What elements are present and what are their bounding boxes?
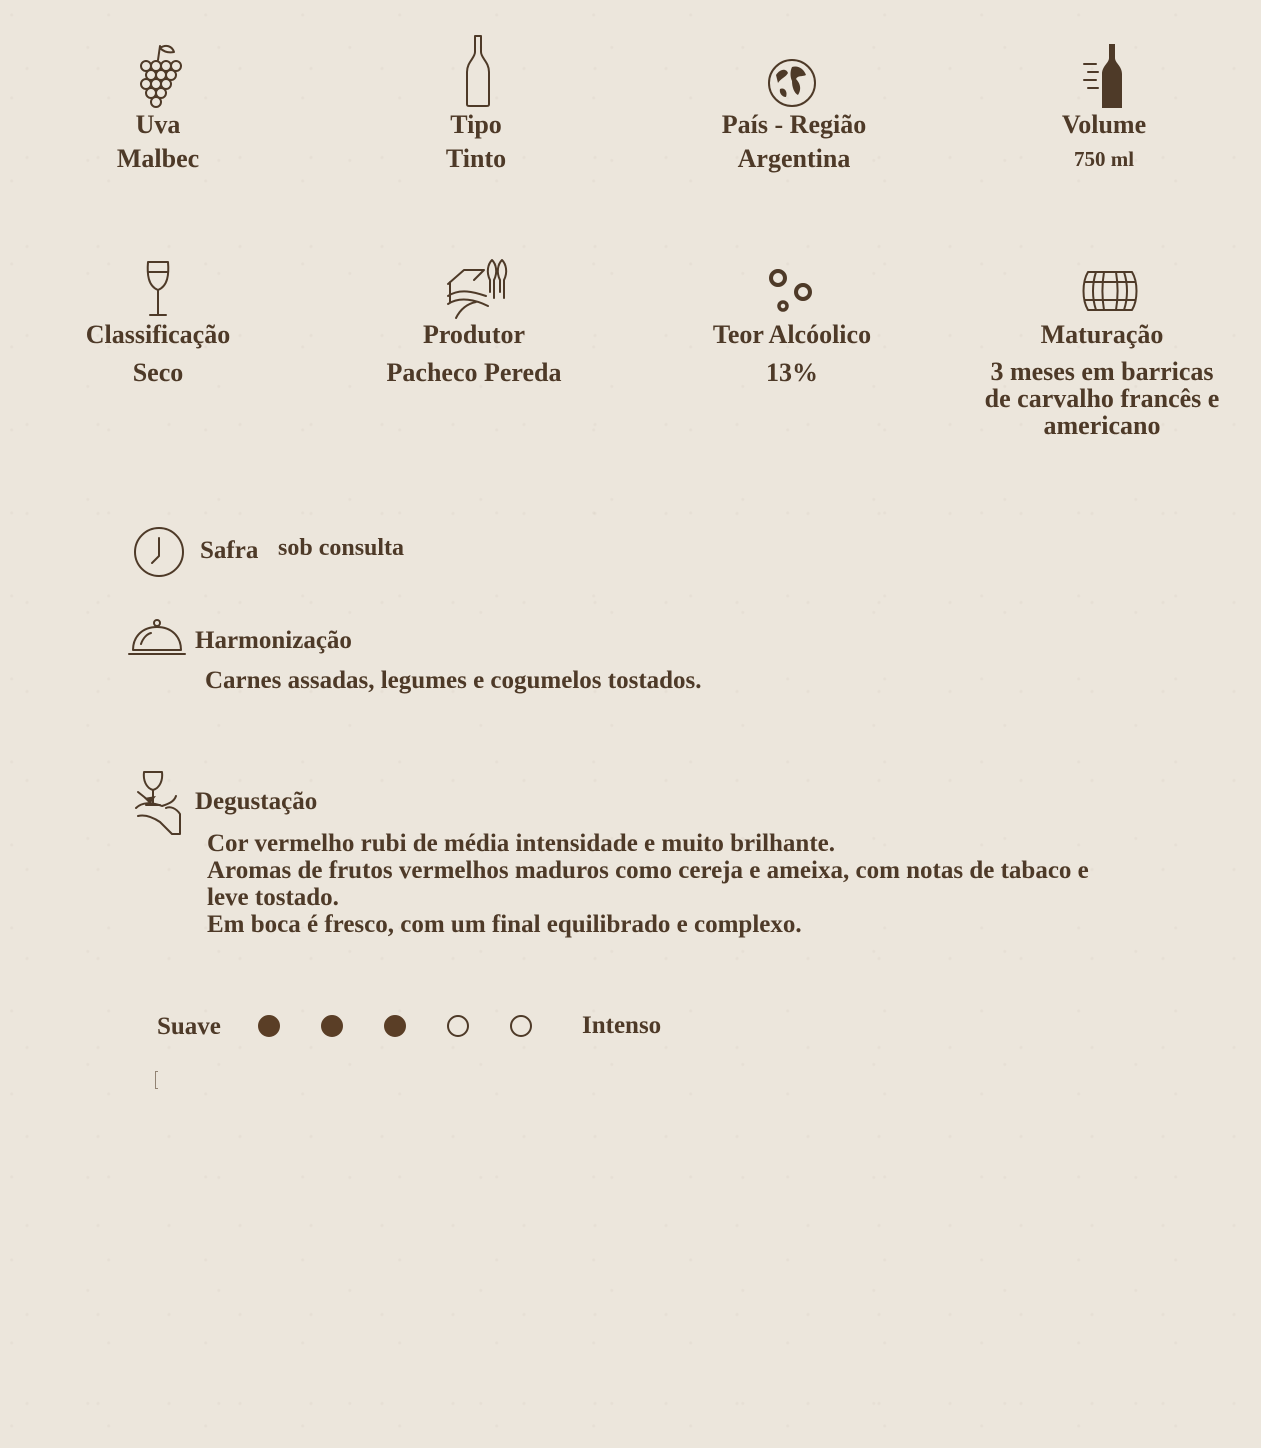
- vineyard-icon: [446, 258, 512, 322]
- spec-country: [644, 108, 944, 176]
- tasting-line: Em boca é fresco, com um final equilibrado e complexo.: [207, 911, 802, 938]
- wine-glass-icon: [144, 260, 172, 318]
- spec-label: Classificação: [85, 320, 231, 349]
- spec-value: Argentina: [737, 144, 851, 173]
- intensity-dot-filled: [321, 1015, 343, 1037]
- spec-classification: [8, 318, 308, 390]
- spec-aging: [952, 318, 1252, 439]
- intensity-dot-filled: [384, 1015, 406, 1037]
- spec-volume: [954, 108, 1254, 176]
- tasting-line: leve tostado.: [207, 884, 339, 911]
- intensity-max-label: Intenso: [582, 1012, 662, 1039]
- spec-value: Tinto: [445, 144, 507, 173]
- spec-label: Tipo: [450, 110, 502, 139]
- spec-value: Malbec: [116, 144, 200, 173]
- tasting-line: Aromas de frutos vermelhos maduros como cereja e ameixa, com notas de tabaco e: [207, 857, 1089, 884]
- aging-line: de carvalho francês e: [984, 384, 1220, 413]
- spec-value: [952, 358, 1252, 439]
- harmonization-text: Carnes assadas, legumes e cogumelos tostados.: [205, 667, 702, 694]
- bottle-filled-icon: [1082, 42, 1126, 110]
- tasting-icon: [132, 768, 184, 836]
- spec-type: [326, 108, 626, 176]
- tasting-text: [207, 830, 1137, 938]
- spec-value: 750 ml: [1073, 147, 1135, 171]
- grape-icon: [136, 42, 184, 110]
- intensity-dot-empty: [510, 1015, 532, 1037]
- barrel-icon: [1080, 268, 1140, 314]
- spec-label: Maturação: [1040, 320, 1164, 349]
- clock-icon: [132, 525, 186, 579]
- safra-value: sob consulta: [278, 535, 405, 561]
- aging-line: americano: [1043, 411, 1161, 440]
- spec-alcohol: [642, 318, 942, 390]
- spec-grape: [8, 108, 308, 176]
- globe-icon: [766, 57, 818, 109]
- spec-value: 13%: [766, 358, 818, 387]
- intensity-dot-filled: [258, 1015, 280, 1037]
- bubbles-icon: [768, 268, 816, 314]
- safra-label: Safra: [200, 537, 259, 564]
- spec-label: País - Região: [721, 110, 867, 139]
- cloche-icon: [127, 618, 187, 658]
- spec-value: Pacheco Pereda: [386, 358, 562, 387]
- spec-producer: [324, 318, 624, 390]
- spec-label: Volume: [1061, 110, 1147, 139]
- spec-value: Seco: [132, 358, 184, 387]
- bottle-outline-icon: [464, 34, 492, 108]
- intensity-dot-empty: [447, 1015, 469, 1037]
- text-cursor-mark: [155, 1071, 158, 1089]
- aging-line: 3 meses em barricas: [990, 357, 1214, 386]
- harmonization-title: Harmonização: [195, 627, 352, 654]
- tasting-line: Cor vermelho rubi de média intensidade e muito brilhante.: [207, 830, 836, 857]
- spec-label: Teor Alcóolico: [712, 320, 872, 349]
- spec-label: Uva: [135, 110, 181, 139]
- spec-label: Produtor: [422, 320, 526, 349]
- intensity-min-label: Suave: [157, 1013, 221, 1040]
- tasting-title: Degustação: [195, 788, 318, 815]
